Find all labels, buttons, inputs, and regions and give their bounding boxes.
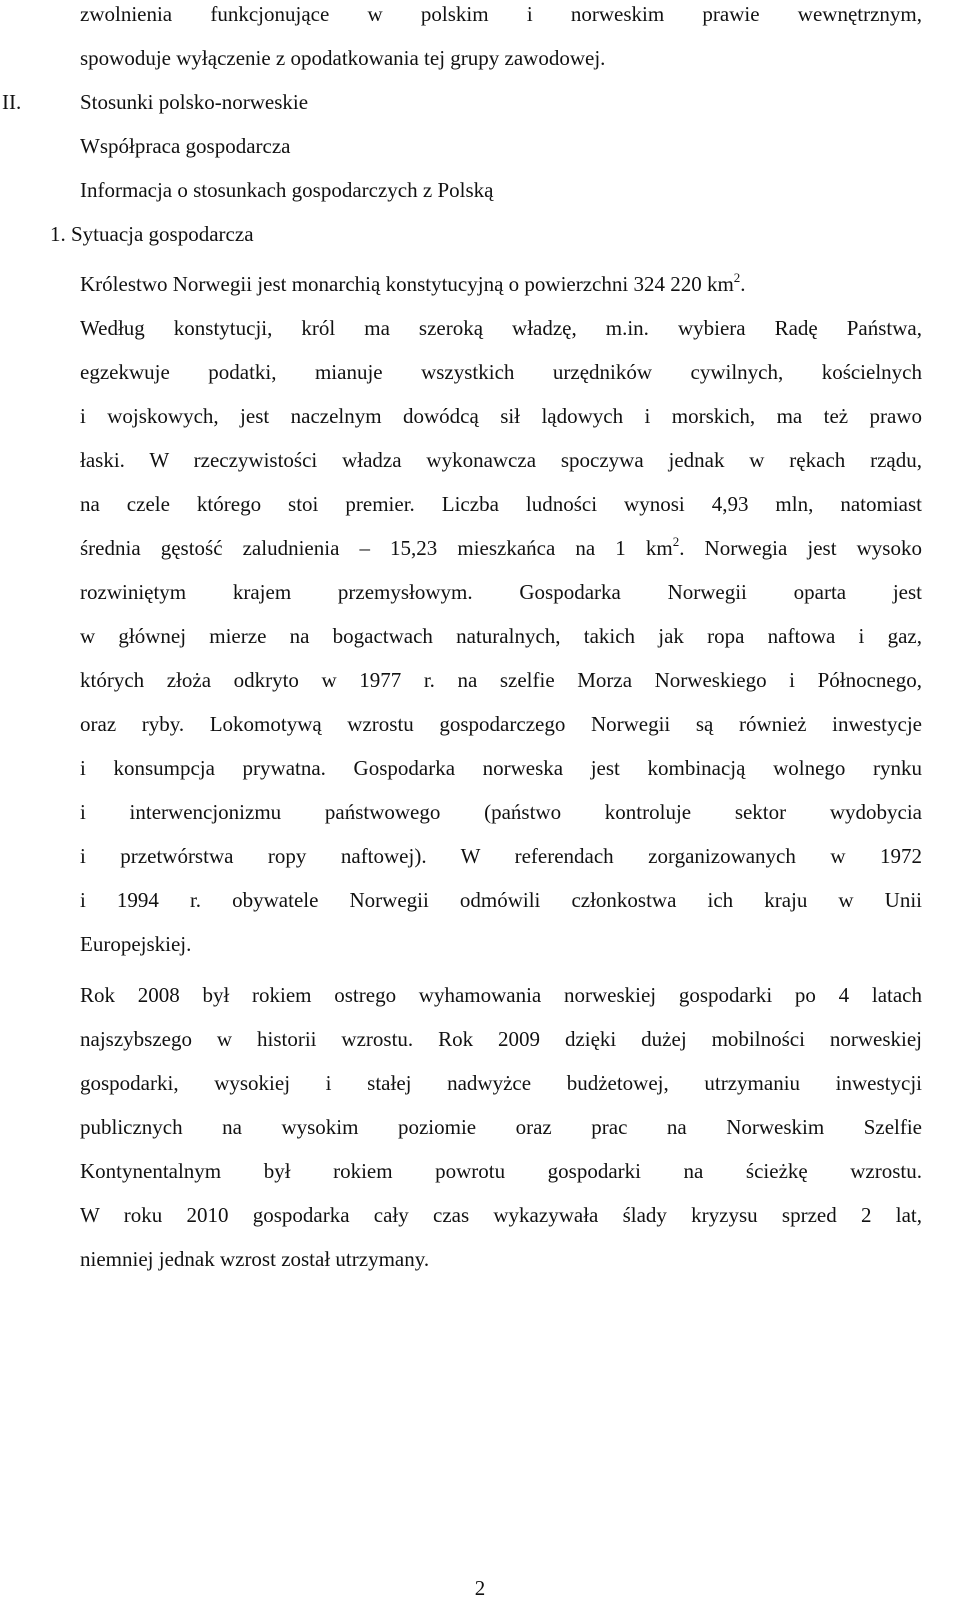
text-line: rozwiniętym krajem przemysłowym. Gospodarka Norwegii oparta jest bbox=[80, 580, 922, 604]
text-line: i przetwórstwa ropy naftowej). W referendach zorganizowanych w 1972 bbox=[80, 844, 922, 868]
intro-block bbox=[80, 0, 922, 80]
text-line: i interwencjonizmu państwowego (państwo kontroluje sektor wydobycia bbox=[80, 800, 922, 824]
section-title: Stosunki polsko-norweskie bbox=[80, 90, 309, 114]
subtitle-information: Informacja o stosunkach gospodarczych z Polską bbox=[80, 178, 494, 202]
text-line bbox=[80, 262, 922, 306]
text-line: których złoża odkryto w 1977 r. na szelfie Morza Norweskiego i Północnego, bbox=[80, 668, 922, 692]
text-line: i 1994 r. obywatele Norwegii odmówili członkostwa ich kraju w Unii bbox=[80, 888, 922, 912]
superscript: 2 bbox=[672, 534, 680, 549]
text-line bbox=[80, 526, 922, 570]
text-line: i wojskowych, jest naczelnym dowódcą sił lądowych i morskich, ma też prawo bbox=[80, 404, 922, 428]
text-fragment: . bbox=[740, 272, 746, 296]
text-line: Kontynentalnym był rokiem powrotu gospodarki na ścieżkę wzrostu. bbox=[80, 1159, 922, 1183]
text-line: W roku 2010 gospodarka cały czas wykazywała ślady kryzysu sprzed 2 lat, bbox=[80, 1203, 922, 1227]
superscript: 2 bbox=[733, 270, 741, 285]
text-fragment: . Norwegia jest wysoko bbox=[679, 536, 922, 560]
text-line: w głównej mierze na bogactwach naturalnych, takich jak ropa naftowa i gaz, bbox=[80, 624, 922, 648]
text-line: na czele którego stoi premier. Liczba ludności wynosi 4,93 mln, natomiast bbox=[80, 492, 922, 516]
text-line: publicznych na wysokim poziomie oraz prac na Norweskim Szelfie bbox=[80, 1115, 922, 1139]
text-line: oraz ryby. Lokomotywą wzrostu gospodarczego Norwegii są również inwestycje bbox=[80, 712, 922, 736]
text-line: Rok 2008 był rokiem ostrego wyhamowania norweskiej gospodarki po 4 latach bbox=[80, 983, 922, 1007]
paragraph-2 bbox=[80, 973, 922, 1281]
text-line: łaski. W rzeczywistości władza wykonawcza spoczywa jednak w rękach rządu, bbox=[80, 448, 922, 472]
page-number: 2 bbox=[474, 1576, 486, 1600]
text-line: najszybszego w historii wzrostu. Rok 2009 dzięki dużej mobilności norweskiej bbox=[80, 1027, 922, 1051]
paragraph-1 bbox=[80, 262, 922, 966]
text-fragment: Królestwo Norwegii jest monarchią konstytucyjną o powierzchni 324 220 km bbox=[80, 272, 734, 296]
text-line: i konsumpcja prywatna. Gospodarka norweska jest kombinacją wolnego rynku bbox=[80, 756, 922, 780]
text-line: spowoduje wyłączenie z opodatkowania tej grupy zawodowej. bbox=[80, 46, 606, 70]
text-fragment: średnia gęstość zaludnienia – 15,23 mieszkańca na 1 km bbox=[80, 536, 673, 560]
text-line: egzekwuje podatki, mianuje wszystkich urzędników cywilnych, kościelnych bbox=[80, 360, 922, 384]
section-numeral: II. bbox=[2, 90, 22, 114]
text-line: gospodarki, wysokiej i stałej nadwyżce budżetowej, utrzymaniu inwestycji bbox=[80, 1071, 922, 1095]
text-line: zwolnienia funkcjonujące w polskim i norweskim prawie wewnętrznym, bbox=[80, 2, 922, 26]
subtitle-cooperation: Współpraca gospodarcza bbox=[80, 134, 291, 158]
text-line: niemniej jednak wzrost został utrzymany. bbox=[80, 1247, 430, 1271]
text-line: Według konstytucji, król ma szeroką władzę, m.in. wybiera Radę Państwa, bbox=[80, 316, 922, 340]
text-line: Europejskiej. bbox=[80, 932, 192, 956]
heading-economic-situation: 1. Sytuacja gospodarcza bbox=[50, 222, 254, 246]
section-heading bbox=[2, 80, 922, 124]
